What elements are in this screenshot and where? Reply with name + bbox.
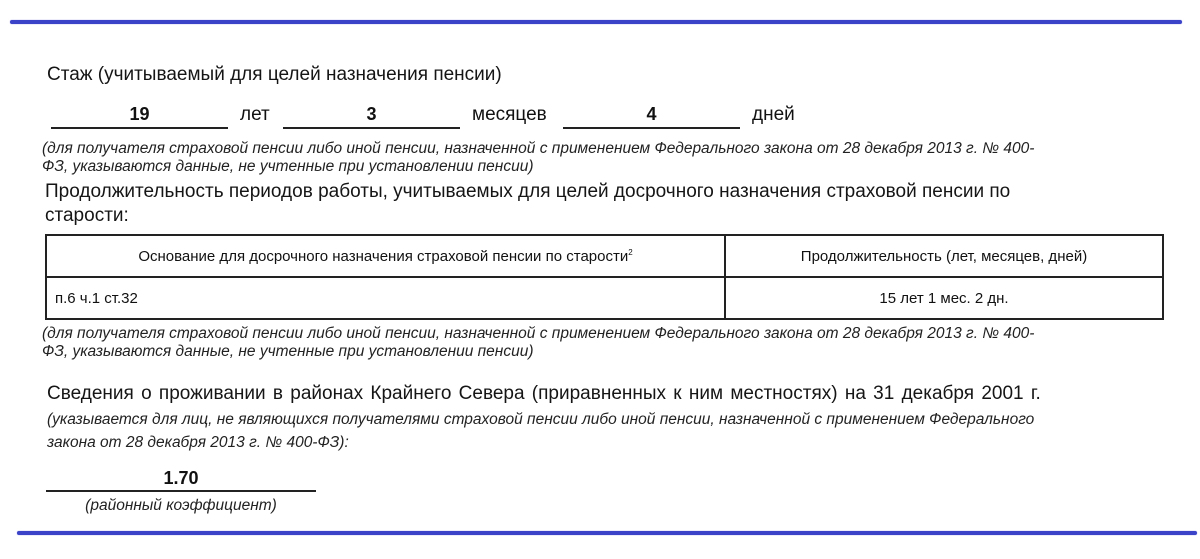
header-basis (46, 235, 725, 277)
top-divider (10, 20, 1182, 24)
far-north-note-line1: (указывается для лиц, не являющихся получателями страховой пенсии либо иной пенсии, назначенной с применением Федерального (47, 411, 1035, 428)
months-value: 3 (366, 104, 377, 124)
days-unit: дней (752, 104, 795, 125)
table-row (46, 277, 1163, 319)
footnote-marker: 2 (628, 247, 633, 257)
service-record-note-line1: (для получателя страховой пенсии либо иной пенсии, назначенной с применением Федерального закона от 28 декабря 2013 г. № 400- (42, 140, 1035, 157)
early-periods-title-line1: Продолжительность периодов работы, учитываемых для целей досрочного назначения страховой пенсии по (45, 181, 1011, 202)
coefficient-label: (районный коэффициент) (85, 497, 277, 514)
bottom-divider (17, 531, 1197, 535)
months-underline (283, 127, 460, 129)
coefficient-value: 1.70 (163, 468, 199, 488)
early-periods-table (45, 234, 1164, 320)
years-underline (51, 127, 228, 129)
cell-basis: п.6 ч.1 ст.32 (46, 277, 725, 319)
early-periods-note-line2: ФЗ, указываются данные, не учтенные при установлении пенсии) (42, 343, 534, 360)
far-north-title: Сведения о проживании в районах Крайнего Севера (приравненных к ним местностях) на 31 декабря 2001 г. (47, 383, 1041, 404)
days-underline (563, 127, 740, 129)
header-duration: Продолжительность (лет, месяцев, дней) (725, 235, 1163, 277)
far-north-note-line2: закона от 28 декабря 2013 г. № 400-ФЗ): (47, 434, 349, 451)
years-value: 19 (129, 104, 150, 124)
service-record-title: Стаж (учитываемый для целей назначения пенсии) (47, 64, 502, 85)
header-basis-label: Основание для досрочного назначения страховой пенсии по старости (138, 247, 629, 265)
coefficient-underline (46, 490, 316, 492)
years-unit: лет (240, 104, 270, 125)
service-record-note-line2: ФЗ, указываются данные, не учтенные при установлении пенсии) (42, 158, 534, 175)
months-unit: месяцев (472, 104, 547, 125)
days-value: 4 (646, 104, 657, 124)
cell-duration: 15 лет 1 мес. 2 дн. (725, 277, 1163, 319)
table-header-row (46, 235, 1163, 277)
early-periods-title-line2: старости: (45, 205, 129, 226)
early-periods-note-line1: (для получателя страховой пенсии либо иной пенсии, назначенной с применением Федерального закона от 28 декабря 2013 г. № 400- (42, 325, 1035, 342)
